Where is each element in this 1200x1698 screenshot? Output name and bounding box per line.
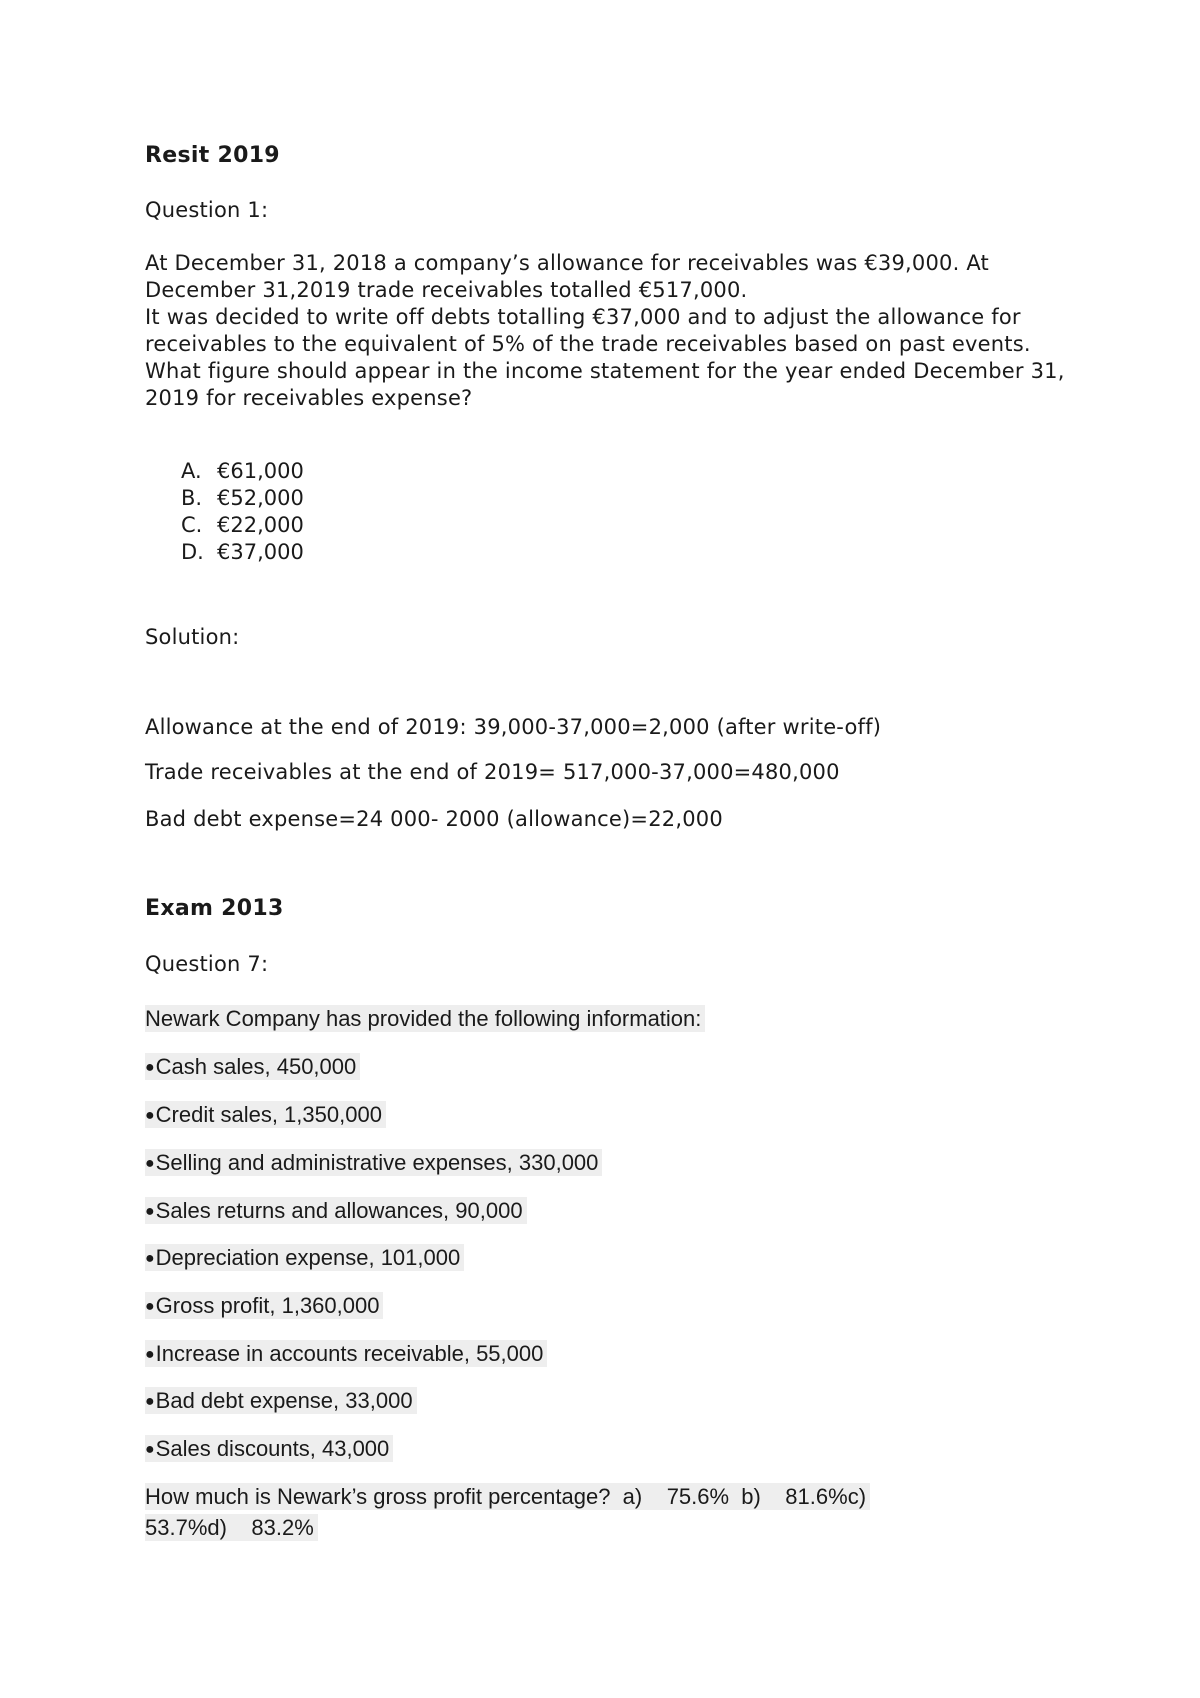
answer-option bbox=[181, 458, 304, 485]
solution-line: Bad debt expense=24 000- 2000 (allowance)=22,000 bbox=[145, 807, 723, 831]
bullet-icon: ● bbox=[145, 1107, 155, 1124]
info-item bbox=[145, 1292, 383, 1321]
question-7-line: 53.7%d) 83.2% bbox=[145, 1514, 318, 1541]
question-7-intro bbox=[145, 1005, 705, 1033]
option-text: €52,000 bbox=[217, 486, 304, 510]
question-1-text bbox=[145, 250, 1075, 412]
answer-option bbox=[181, 512, 304, 539]
section-heading-exam-2013: Exam 2013 bbox=[145, 896, 284, 921]
info-item bbox=[145, 1197, 527, 1226]
answer-options bbox=[181, 458, 304, 566]
info-item bbox=[145, 1244, 464, 1273]
info-item-text: Credit sales, 1,350,000 bbox=[155, 1102, 382, 1127]
option-letter: C. bbox=[181, 513, 203, 537]
answer-option bbox=[181, 485, 304, 512]
bullet-icon: ● bbox=[145, 1393, 155, 1410]
info-item-text: Selling and administrative expenses, 330,000 bbox=[155, 1150, 599, 1175]
bullet-icon: ● bbox=[145, 1155, 155, 1172]
bullet-icon: ● bbox=[145, 1346, 155, 1363]
info-item-text: Gross profit, 1,360,000 bbox=[155, 1293, 380, 1318]
info-item-text: Bad debt expense, 33,000 bbox=[155, 1388, 413, 1413]
question-1-paragraph: What figure should appear in the income statement for the year ended December 31, 2019 for receivables expense? bbox=[145, 359, 1065, 410]
info-item-text: Depreciation expense, 101,000 bbox=[155, 1245, 461, 1270]
question-7-line: How much is Newark’s gross profit percentage? a) 75.6% b) 81.6%c) bbox=[145, 1483, 870, 1510]
bullet-icon: ● bbox=[145, 1203, 155, 1220]
solution-line: Trade receivables at the end of 2019= 517,000-37,000=480,000 bbox=[145, 760, 840, 784]
question-7-intro-text: Newark Company has provided the following information: bbox=[145, 1005, 705, 1032]
option-text: €22,000 bbox=[217, 513, 304, 537]
option-letter: D. bbox=[181, 540, 204, 564]
info-item-text: Sales discounts, 43,000 bbox=[155, 1436, 390, 1461]
bullet-icon: ● bbox=[145, 1059, 155, 1076]
question-1-paragraph: At December 31, 2018 a company’s allowance for receivables was €39,000. At December 31,2019 trade receivables totalled €517,000. bbox=[145, 251, 989, 302]
answer-option bbox=[181, 539, 304, 566]
info-item-text: Cash sales, 450,000 bbox=[155, 1054, 357, 1079]
bullet-icon: ● bbox=[145, 1250, 155, 1267]
question-1-paragraph: It was decided to write off debts totalling €37,000 and to adjust the allowance for receivables to the equivalent of 5% of the trade receivables based on past events. bbox=[145, 305, 1031, 356]
info-item bbox=[145, 1387, 417, 1416]
bullet-icon: ● bbox=[145, 1441, 155, 1458]
solution-label: Solution: bbox=[145, 625, 240, 649]
question-label-1: Question 1: bbox=[145, 198, 269, 222]
info-item-text: Increase in accounts receivable, 55,000 bbox=[155, 1341, 544, 1366]
solution-line: Allowance at the end of 2019: 39,000-37,000=2,000 (after write-off) bbox=[145, 715, 882, 739]
question-label-7: Question 7: bbox=[145, 952, 269, 976]
bullet-icon: ● bbox=[145, 1298, 155, 1315]
info-item bbox=[145, 1149, 602, 1178]
section-heading-resit-2019: Resit 2019 bbox=[145, 143, 280, 168]
option-letter: B. bbox=[181, 486, 203, 510]
info-item bbox=[145, 1340, 547, 1369]
question-7-text bbox=[145, 1514, 318, 1542]
info-item bbox=[145, 1435, 393, 1464]
question-7-text bbox=[145, 1483, 870, 1511]
info-item bbox=[145, 1101, 386, 1130]
info-item-text: Sales returns and allowances, 90,000 bbox=[155, 1198, 523, 1223]
option-text: €61,000 bbox=[217, 459, 304, 483]
option-text: €37,000 bbox=[217, 540, 304, 564]
option-letter: A. bbox=[181, 459, 202, 483]
info-item bbox=[145, 1053, 360, 1082]
